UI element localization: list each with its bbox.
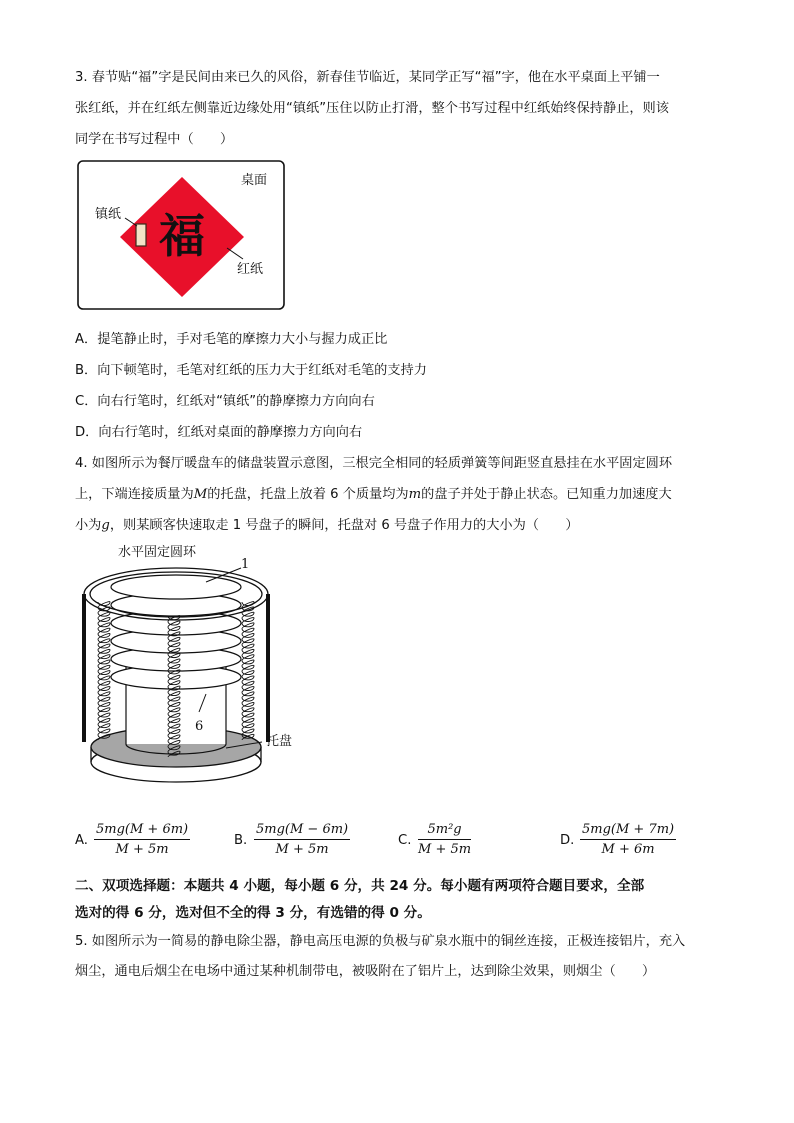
q4-option-b-letter: B. bbox=[234, 833, 248, 848]
q4-stem-text: 小为 bbox=[75, 518, 102, 533]
q3-option-d: D．向右行笔时，红纸对桌面的静摩擦力方向向右 bbox=[75, 425, 363, 440]
q4-option-c-denominator: M + 5m bbox=[418, 842, 472, 857]
q4-stem-text: 的盘子并处于静止状态。已知重力加速度大 bbox=[421, 487, 672, 502]
q4-option-d-numerator: 5mg(M + 7m) bbox=[580, 822, 676, 840]
q4-option-d-letter: D. bbox=[560, 833, 575, 848]
section-2-heading-line-1: 二、双项选择题：本题共 4 小题，每小题 6 分，共 24 分。每小题有两项符合题目要求，全部 bbox=[75, 878, 645, 894]
spring-left bbox=[98, 602, 110, 740]
q4-option-b-denominator: M + 5m bbox=[275, 842, 329, 857]
q4-stem-line-3 bbox=[75, 514, 579, 533]
q4-option-c-numerator: 5m²g bbox=[418, 822, 471, 840]
q3-stem-line-2: 张红纸，并在红纸左侧靠近边缘处用“镇纸”压住以防止打滑，整个书写过程中红纸始终保持静止，则该 bbox=[75, 101, 669, 116]
q4-stem-text: 上，下端连接质量为 bbox=[75, 487, 194, 502]
q4-option-a-fraction bbox=[94, 822, 190, 857]
q4-stem-line-2 bbox=[75, 483, 672, 502]
q4-figure-svg bbox=[76, 542, 306, 792]
q4-stem-text: ，则某顾客快速取走 1 号盘子的瞬间，托盘对 6 号盘子作用力的大小为（ ） bbox=[109, 518, 579, 533]
q4-option-b-fraction bbox=[254, 822, 350, 857]
label-plate-6: 6 bbox=[195, 719, 204, 734]
q4-figure bbox=[76, 542, 306, 792]
q5-stem-line-1: 5. 如图所示为一简易的静电除尘器，静电高压电源的负极与矿泉水瓶中的铜丝连接，正极连接铝片，充入 bbox=[75, 934, 686, 949]
q4-symbol-M: M bbox=[193, 487, 208, 502]
q4-option-b-numerator: 5mg(M − 6m) bbox=[254, 822, 350, 840]
q5-stem-line-2: 烟尘，通电后烟尘在电场中通过某种机制带电，被吸附在了铝片上，达到除尘效果，则烟尘（ ） bbox=[75, 964, 656, 979]
spring-right bbox=[242, 602, 254, 740]
q4-option-a-letter: A. bbox=[75, 833, 88, 848]
plate-1 bbox=[111, 575, 241, 599]
q4-option-a-numerator: 5mg(M + 6m) bbox=[94, 822, 190, 840]
q4-option-a-denominator: M + 5m bbox=[115, 842, 169, 857]
section-2-heading-line-2: 选对的得 6 分，选对但不全的得 3 分，有选错的得 0 分。 bbox=[75, 905, 431, 921]
label-fixed-ring: 水平固定圆环 bbox=[118, 545, 197, 560]
label-red-paper: 红纸 bbox=[237, 262, 264, 277]
q3-stem-line-1: 3. 春节贴“福”字是民间由来已久的风俗，新春佳节临近，某同学正写“福”字，他在水平桌面上平铺一 bbox=[75, 70, 660, 85]
q3-figure bbox=[77, 160, 285, 310]
q3-option-a: A．提笔静止时，手对毛笔的摩擦力大小与握力成正比 bbox=[75, 332, 388, 347]
q4-symbol-m: m bbox=[408, 487, 422, 502]
paperweight bbox=[136, 224, 146, 246]
q4-option-c-fraction bbox=[418, 822, 471, 857]
q4-symbol-g: g bbox=[101, 518, 110, 533]
q3-figure-svg bbox=[77, 160, 285, 310]
label-paperweight: 镇纸 bbox=[95, 207, 122, 222]
q4-stem-line-1: 4. 如图所示为餐厅暖盘车的储盘装置示意图，三根完全相同的轻质弹簧等间距竖直悬挂在水平固定圆环 bbox=[75, 456, 673, 471]
plates bbox=[111, 575, 241, 689]
q3-option-b: B．向下顿笔时，毛笔对红纸的压力大于红纸对毛笔的支持力 bbox=[75, 363, 427, 378]
q4-option-c-letter: C. bbox=[398, 833, 412, 848]
label-tray: 托盘 bbox=[266, 734, 293, 749]
q4-option-d-fraction bbox=[580, 822, 676, 857]
q4-option-d-denominator: M + 6m bbox=[601, 842, 655, 857]
label-plate-1: 1 bbox=[241, 557, 250, 572]
q4-stem-text: 的托盘，托盘上放着 6 个质量均为 bbox=[207, 487, 409, 502]
q3-option-c: C．向右行笔时，红纸对“镇纸”的静摩擦力方向向右 bbox=[75, 394, 375, 409]
q3-stem-line-3: 同学在书写过程中（ ） bbox=[75, 132, 234, 147]
fu-character: 福 bbox=[159, 209, 205, 263]
label-desk: 桌面 bbox=[241, 173, 268, 188]
